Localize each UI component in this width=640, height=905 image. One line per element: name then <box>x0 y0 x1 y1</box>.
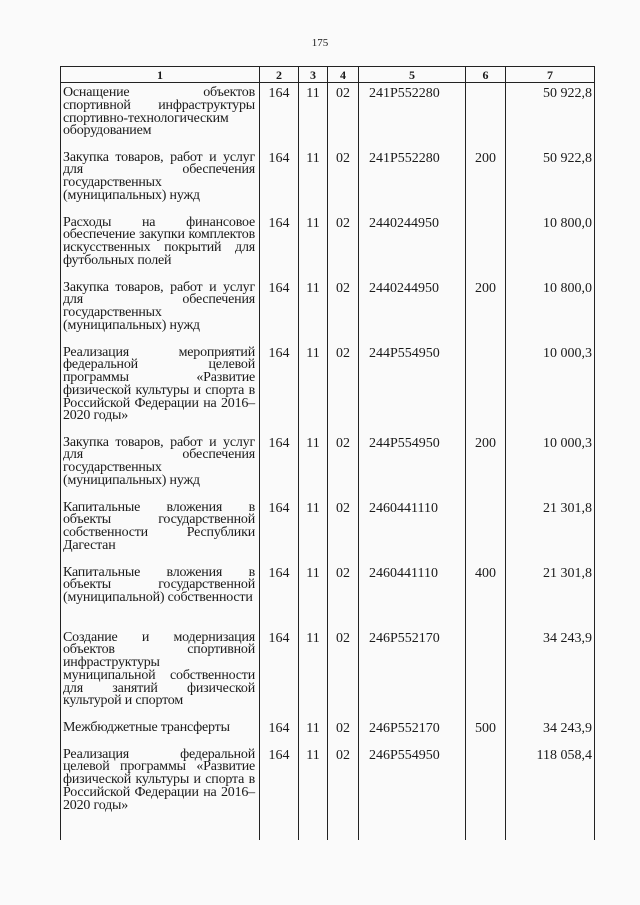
row-expense-type <box>466 83 506 148</box>
row-amount: 50 922,8 <box>506 83 595 148</box>
table-row <box>61 563 595 628</box>
header-col-5: 5 <box>359 67 466 83</box>
row-target-code: 246P552170 <box>359 628 466 718</box>
row-ministry-code: 164 <box>260 278 299 343</box>
row-subsection-code: 02 <box>328 628 359 718</box>
row-amount: 50 922,8 <box>506 148 595 213</box>
row-expense-type <box>466 498 506 563</box>
header-col-3: 3 <box>299 67 328 83</box>
row-amount: 21 301,8 <box>506 563 595 628</box>
row-subsection-code: 02 <box>328 278 359 343</box>
row-ministry-code: 164 <box>260 148 299 213</box>
row-section-code: 11 <box>299 498 328 563</box>
header-row <box>61 67 595 83</box>
row-amount: 118 058,4 <box>506 745 595 840</box>
row-amount: 21 301,8 <box>506 498 595 563</box>
table-row <box>61 83 595 148</box>
row-section-code: 11 <box>299 433 328 498</box>
row-ministry-code: 164 <box>260 433 299 498</box>
row-section-code: 11 <box>299 278 328 343</box>
row-ministry-code: 164 <box>260 745 299 840</box>
row-section-code: 11 <box>299 83 328 148</box>
table-row <box>61 628 595 718</box>
row-target-code: 2440244950 <box>359 278 466 343</box>
row-subsection-code: 02 <box>328 498 359 563</box>
row-ministry-code: 164 <box>260 628 299 718</box>
row-target-code: 241P552280 <box>359 148 466 213</box>
table-body <box>61 83 595 840</box>
budget-table <box>60 66 595 840</box>
row-amount: 10 800,0 <box>506 213 595 278</box>
row-description: Реализация федеральной целевой программы «Развитие физической культуры и спорта в Российской Федерации на 2016–2020 годы» <box>61 745 260 840</box>
row-description: Капитальные вложения в объекты государственной (муниципальной) собственности <box>61 563 260 628</box>
row-ministry-code: 164 <box>260 343 299 433</box>
header-col-1: 1 <box>61 67 260 83</box>
row-section-code: 11 <box>299 628 328 718</box>
row-subsection-code: 02 <box>328 343 359 433</box>
row-expense-type <box>466 628 506 718</box>
row-subsection-code: 02 <box>328 213 359 278</box>
header-col-4: 4 <box>328 67 359 83</box>
row-section-code: 11 <box>299 213 328 278</box>
row-ministry-code: 164 <box>260 563 299 628</box>
page-number: 175 <box>311 37 329 49</box>
row-description: Создание и модернизация объектов спортивной инфраструктуры муниципальной собственности для занятий физической культурой и спортом <box>61 628 260 718</box>
row-description: Расходы на финансовое обеспечение закупки комплектов искусственных покрытий для футбольных полей <box>61 213 260 278</box>
row-subsection-code: 02 <box>328 433 359 498</box>
row-expense-type: 200 <box>466 433 506 498</box>
row-description: Реализация мероприятий федеральной целевой программы «Развитие физической культуры и спорта в Российской Федерации на 2016–2020 годы» <box>61 343 260 433</box>
row-section-code: 11 <box>299 148 328 213</box>
row-subsection-code: 02 <box>328 83 359 148</box>
table-row <box>61 213 595 278</box>
row-subsection-code: 02 <box>328 148 359 213</box>
row-target-code: 2440244950 <box>359 213 466 278</box>
row-section-code: 11 <box>299 563 328 628</box>
table-row <box>61 343 595 433</box>
row-target-code: 244P554950 <box>359 343 466 433</box>
row-description: Межбюджетные трансферты <box>61 718 260 745</box>
row-target-code: 244P554950 <box>359 433 466 498</box>
row-expense-type: 400 <box>466 563 506 628</box>
row-expense-type <box>466 343 506 433</box>
table-row <box>61 718 595 745</box>
row-ministry-code: 164 <box>260 213 299 278</box>
table-row <box>61 745 595 840</box>
row-amount: 10 000,3 <box>506 433 595 498</box>
header-col-7: 7 <box>506 67 595 83</box>
row-subsection-code: 02 <box>328 745 359 840</box>
row-section-code: 11 <box>299 745 328 840</box>
row-ministry-code: 164 <box>260 498 299 563</box>
row-description: Оснащение объектов спортивной инфраструктуры спортивно-технологическим оборудованием <box>61 83 260 148</box>
row-expense-type <box>466 745 506 840</box>
row-amount: 10 000,3 <box>506 343 595 433</box>
row-subsection-code: 02 <box>328 718 359 745</box>
row-target-code: 2460441110 <box>359 563 466 628</box>
table-row <box>61 433 595 498</box>
row-target-code: 246P554950 <box>359 745 466 840</box>
row-target-code: 2460441110 <box>359 498 466 563</box>
row-ministry-code: 164 <box>260 83 299 148</box>
row-section-code: 11 <box>299 343 328 433</box>
header-col-6: 6 <box>466 67 506 83</box>
header-col-2: 2 <box>260 67 299 83</box>
table-row <box>61 498 595 563</box>
row-expense-type <box>466 213 506 278</box>
row-amount: 34 243,9 <box>506 718 595 745</box>
row-expense-type: 200 <box>466 148 506 213</box>
table-header <box>61 67 595 83</box>
table-row <box>61 278 595 343</box>
row-amount: 10 800,0 <box>506 278 595 343</box>
row-target-code: 241P552280 <box>359 83 466 148</box>
row-subsection-code: 02 <box>328 563 359 628</box>
table-row <box>61 148 595 213</box>
row-expense-type: 200 <box>466 278 506 343</box>
row-expense-type: 500 <box>466 718 506 745</box>
row-description: Закупка товаров, работ и услуг для обеспечения государственных (муниципальных) нужд <box>61 433 260 498</box>
row-target-code: 246P552170 <box>359 718 466 745</box>
row-amount: 34 243,9 <box>506 628 595 718</box>
row-description: Капитальные вложения в объекты государственной собственности Республики Дагестан <box>61 498 260 563</box>
row-description: Закупка товаров, работ и услуг для обеспечения государственных (муниципальных) нужд <box>61 278 260 343</box>
row-ministry-code: 164 <box>260 718 299 745</box>
row-section-code: 11 <box>299 718 328 745</box>
row-description: Закупка товаров, работ и услуг для обеспечения государственных (муниципальных) нужд <box>61 148 260 213</box>
